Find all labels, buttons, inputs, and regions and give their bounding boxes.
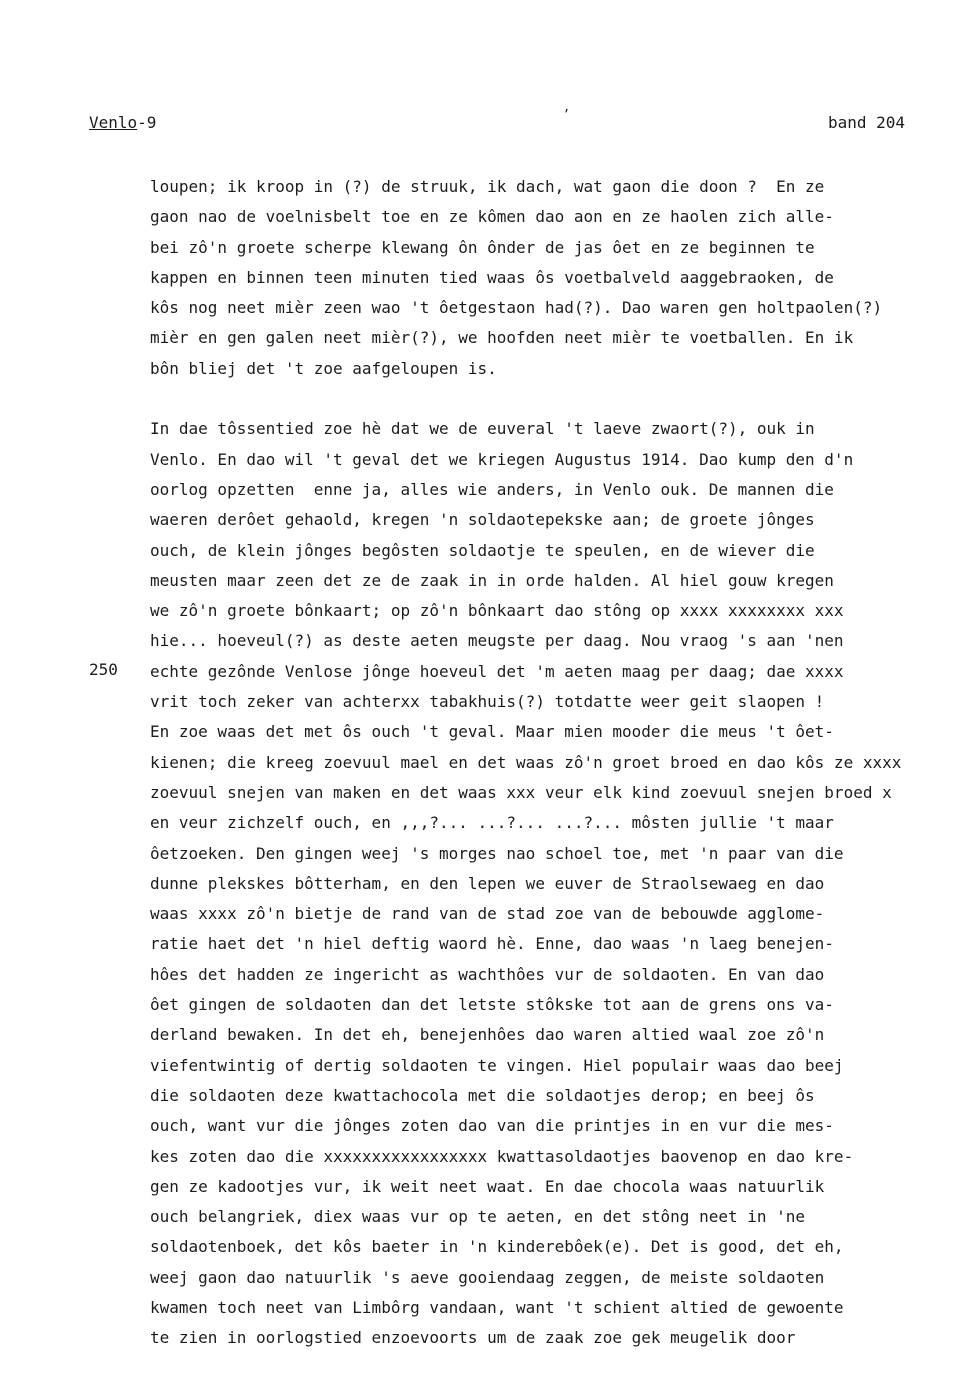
text-line: vrit toch zeker van achterxx tabakhuis(?) totdatte weer geit slaopen ! xyxy=(150,692,825,712)
text-line: hie... hoeveul(?) as deste aeten meugste per daag. Nou vraog 's aan 'nen xyxy=(150,631,844,651)
text-line: gen ze kadootjes vur, ik weit neet waat. En dae chocola waas natuurlik xyxy=(150,1176,825,1196)
text-line: derland bewaken. In det eh, benejenhôes dao waren altied waal zoe zô'n xyxy=(150,1025,825,1045)
text-line: ôet gingen de soldaoten dan det letste stôkske tot aan de grens ons va- xyxy=(150,995,834,1015)
tape-reference: band 204 xyxy=(827,113,905,132)
text-line: ouch, de klein jônges begôsten soldaotje te speulen, en de wiever die xyxy=(150,540,815,560)
location-label: Venlo xyxy=(89,113,138,132)
text-line: echte gezônde Venlose jônge hoeveul det 'm aeten maag per daag; dae xxxx xyxy=(150,661,844,681)
text-line: zoevuul snejen van maken en det waas xxx veur elk kind zoevuul snejen broed x xyxy=(150,782,892,802)
text-line: kienen; die kreeg zoevuul mael en det waas zô'n groet broed en dao kôs ze xxxx xyxy=(150,752,902,772)
text-line: bôn bliej det 't zoe aafgeloupen is. xyxy=(150,358,497,378)
line-number-marker: 250 xyxy=(89,660,118,679)
text-line: oorlog opzetten enne ja, alles wie anders, in Venlo ouk. De mannen die xyxy=(150,479,834,499)
paragraph-gap xyxy=(150,384,940,414)
text-line: loupen; ik kroop in (?) de struuk, ik dach, wat gaon die doon ? En ze xyxy=(150,177,825,196)
text-line: dunne plekskes bôtterham, en den lepen we euver de Straolsewaeg en dao xyxy=(150,873,825,893)
text-line: ratie haet det 'n hiel deftig waord hè. Enne, dao waas 'n laeg benejen- xyxy=(150,934,834,954)
text-line: kes zoten dao die xxxxxxxxxxxxxxxxx kwattasoldaotjes baovenop en dao kre- xyxy=(150,1146,854,1166)
text-line: en veur zichzelf ouch, en ,,,?... ...?... ...?... môsten jullie 't maar xyxy=(150,813,834,833)
text-line: kappen en binnen teen minuten tied waas ôs voetbalveld aaggebraoken, de xyxy=(150,267,834,287)
text-line: ouch, want vur die jônges zoten dao van die printjes in en vur die mes- xyxy=(150,1116,834,1136)
text-line: meusten maar zeen det ze de zaak in in orde halden. Al hiel gouw kregen xyxy=(150,570,834,590)
text-line: soldaotenboek, det kôs baeter in 'n kinderebôek(e). Det is good, det eh, xyxy=(150,1237,844,1257)
stray-mark: , xyxy=(563,100,571,114)
page-header-location xyxy=(89,113,156,132)
transcript-body xyxy=(150,172,940,1354)
text-line: kôs nog neet mièr zeen wao 't ôetgestaon had(?). Dao waren gen holtpaolen(?) xyxy=(150,298,883,318)
text-line: hôes det hadden ze ingericht as wachthôes vur de soldaoten. En van dao xyxy=(150,964,825,984)
text-line: gaon nao de voelnisbelt toe en ze kômen dao aon en ze haolen zich alle- xyxy=(150,207,834,227)
text-line: die soldaoten deze kwattachocola met die soldaotjes derop; en beej ôs xyxy=(150,1085,815,1105)
text-line: waeren derôet gehaold, kregen 'n soldaotepekske aan; de groete jônges xyxy=(150,510,815,530)
text-line: kwamen toch neet van Limbôrg vandaan, want 't schient altied de gewoente xyxy=(150,1297,844,1317)
text-line: bei zô'n groete scherpe klewang ôn ônder de jas ôet en ze beginnen te xyxy=(150,237,815,257)
text-line: ouch belangriek, diex waas vur op te aeten, en det stông neet in 'ne xyxy=(150,1207,806,1227)
text-line: mièr en gen galen neet mièr(?), we hoofden neet mièr te voetballen. En ik xyxy=(150,328,854,348)
text-line: ôetzoeken. Den gingen weej 's morges nao schoel toe, met 'n paar van die xyxy=(150,843,844,863)
text-line: viefentwintig of dertig soldaoten te vingen. Hiel populair waas dao beej xyxy=(150,1055,844,1075)
text-line: weej gaon dao natuurlik 's aeve gooiendaag zeggen, de meiste soldaoten xyxy=(150,1267,825,1287)
text-line: te zien in oorlogstied enzoevoorts um de zaak zoe gek meugelik door xyxy=(150,1328,796,1348)
text-line: waas xxxx zô'n bietje de rand van de stad zoe van de bebouwde agglome- xyxy=(150,904,825,924)
text-line: Venlo. En dao wil 't geval det we kriegen Augustus 1914. Dao kump den d'n xyxy=(150,449,854,469)
text-line: En zoe waas det met ôs ouch 't geval. Maar mien mooder die meus 't ôet- xyxy=(150,722,834,742)
page-number: -9 xyxy=(137,113,157,132)
text-line: we zô'n groete bônkaart; op zô'n bônkaart dao stông op xxxx xxxxxxxx xxx xyxy=(150,601,844,621)
text-line: In dae tôssentied zoe hè dat we de euveral 't laeve zwaort(?), ouk in xyxy=(150,419,815,439)
